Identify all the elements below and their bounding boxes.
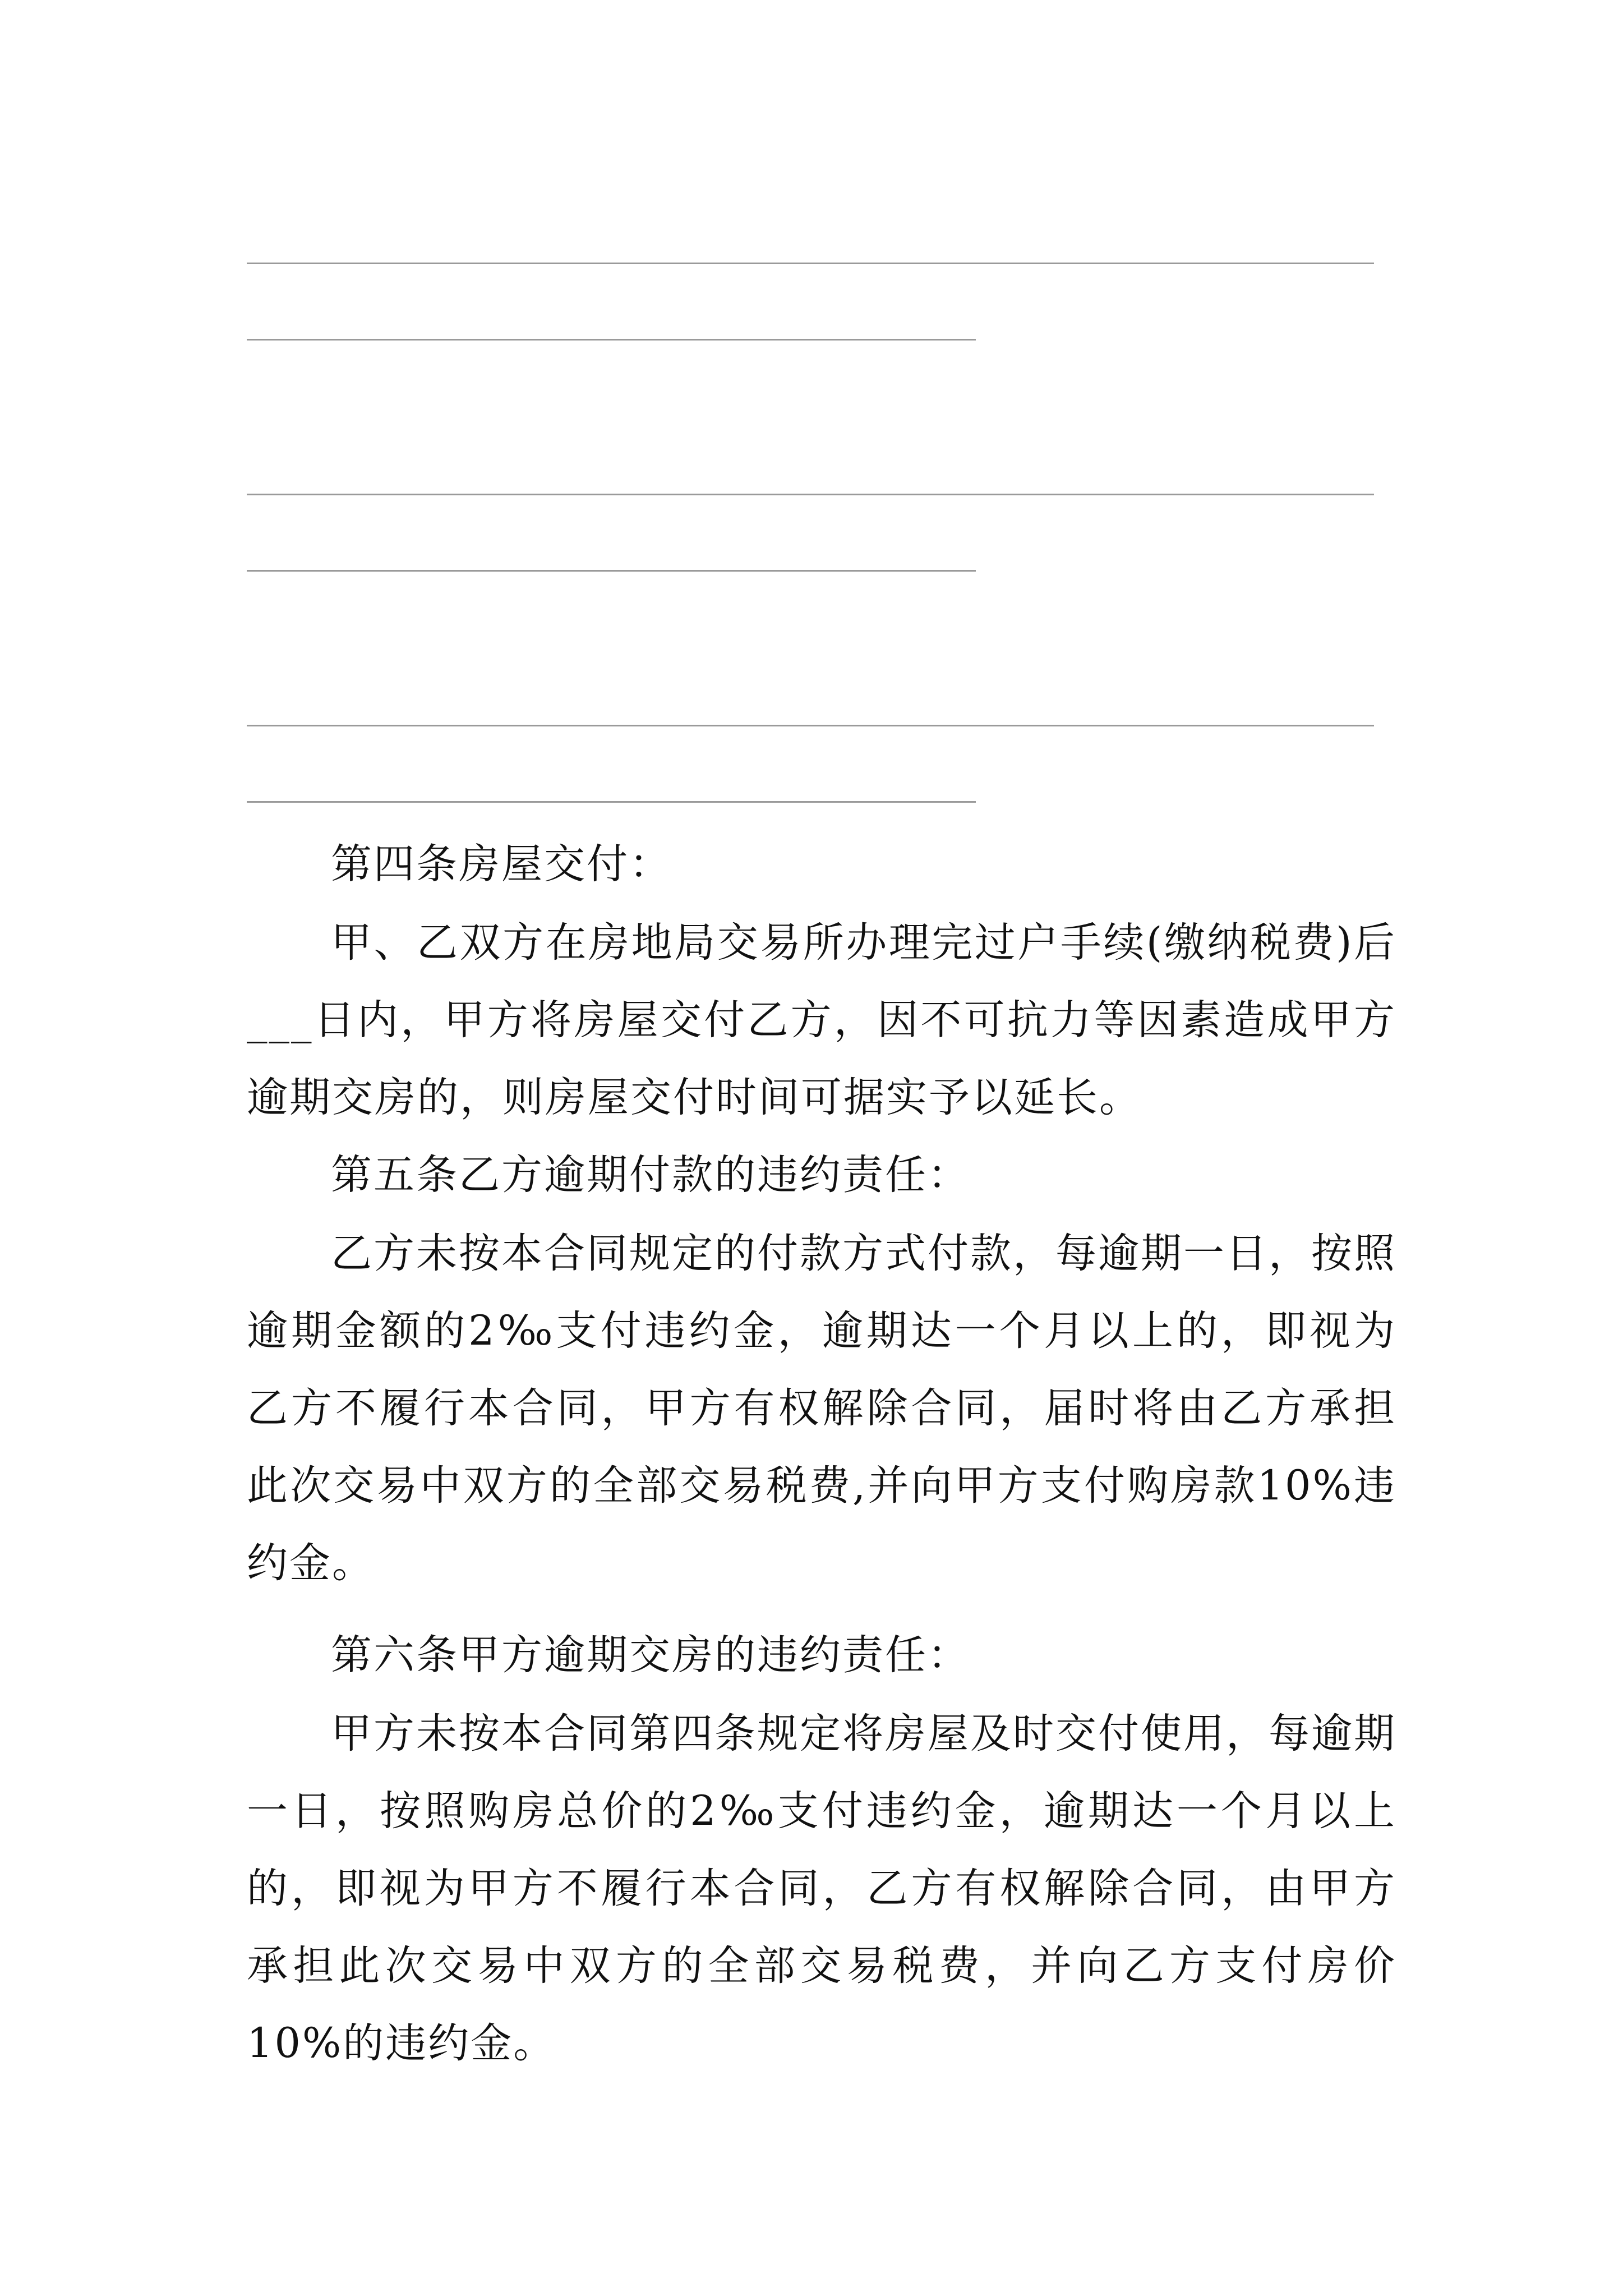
article-6-body: 甲方未按本合同第四条规定将房屋及时交付使用，每逾期一日，按照购房总价的2‰支付违约金，逾期达一个月以上的，即视为甲方不履行本合同，乙方有权解除合同，由甲方承担此次交易中双方的全部交易税费，并向乙方支付房价10%的违约金。 bbox=[247, 1710, 1396, 2067]
article-5-heading: 第五条乙方逾期付款的违约责任： bbox=[331, 1151, 970, 1199]
article-6-heading: 第六条甲方逾期交房的违约责任： bbox=[331, 1631, 970, 1679]
blank-line bbox=[247, 494, 1374, 495]
blank-line bbox=[247, 801, 976, 803]
blank-line bbox=[247, 339, 976, 341]
blank-line bbox=[247, 263, 1374, 264]
blank-line bbox=[247, 725, 1374, 726]
article-5-body: 乙方未按本合同规定的付款方式付款，每逾期一日，按照逾期金额的2‰支付违约金，逾期达一个月以上的，即视为乙方不履行本合同，甲方有权解除合同，届时将由乙方承担此次交易中双方的全部交易税费,并向甲方支付购房款10%违约金。 bbox=[247, 1230, 1396, 1587]
article-4-body: 甲、乙双方在房地局交易所办理完过户手续(缴纳税费)后___日内，甲方将房屋交付乙方，因不可抗力等因素造成甲方逾期交房的，则房屋交付时间可据实予以延长。 bbox=[247, 919, 1396, 1121]
blank-line bbox=[247, 570, 976, 572]
contract-text bbox=[247, 826, 1396, 2082]
article-4-heading: 第四条房屋交付： bbox=[331, 840, 672, 888]
